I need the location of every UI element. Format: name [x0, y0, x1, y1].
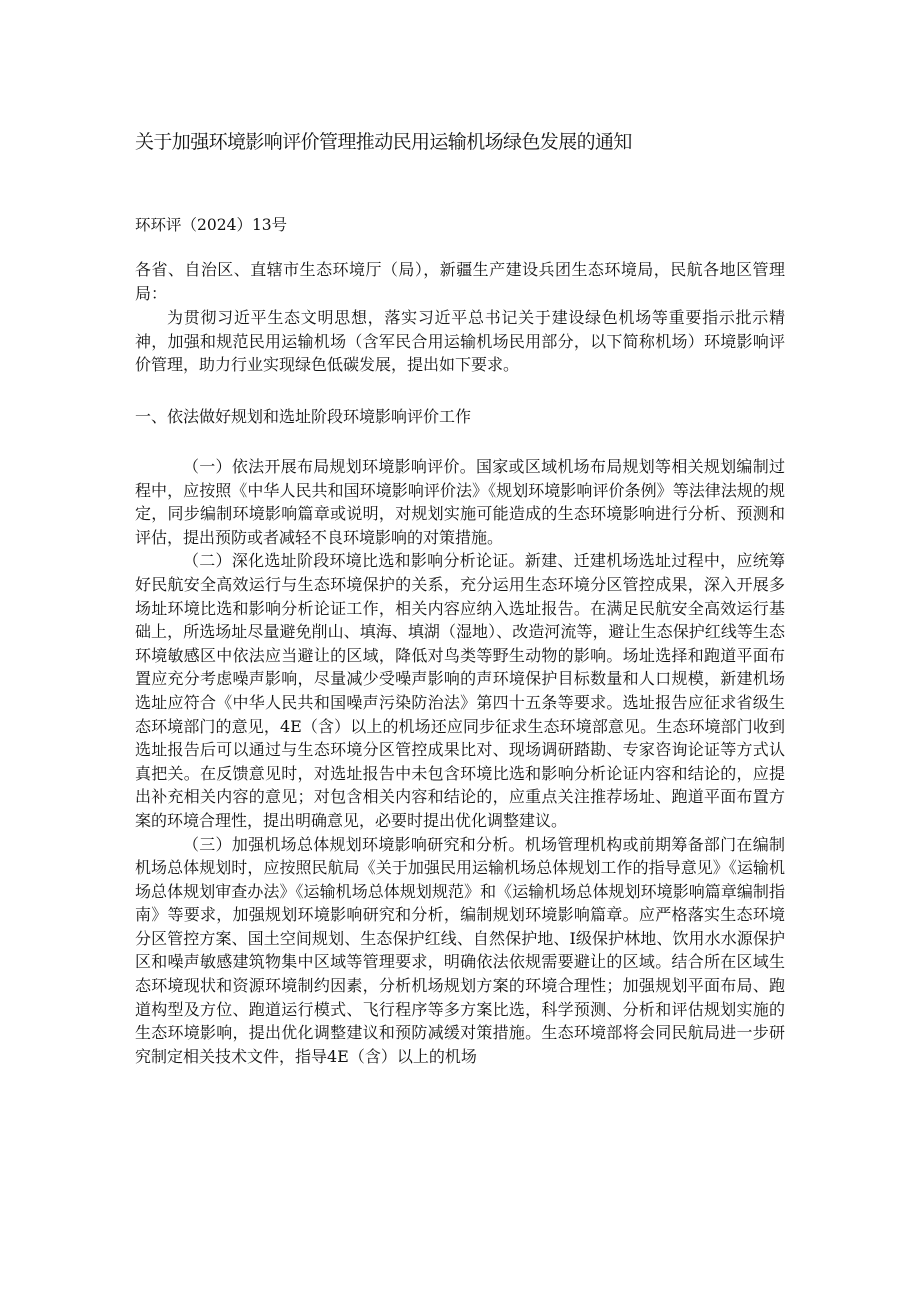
paragraph-1: （一）依法开展布局规划环境影响评价。国家或区域机场布局规划等相关规划编制过程中，应按照《中华人民共和国环境影响评价法》《规划环境影响评价条例》等法律法规的规定，同步编制环境影响篇章或说明，对规划实施可能造成的生态环境影响进行分析、预测和评估，提出预防或者减轻不良环境影响的对策措施。	[135, 457, 785, 547]
document-number: 环环评（2024）13号	[135, 216, 288, 234]
addressee: 各省、自治区、直辖市生态环境厅（局），新疆生产建设兵团生态环境局，民航各地区管理局：	[135, 260, 785, 303]
preamble-paragraph: 为贯彻习近平生态文明思想，落实习近平总书记关于建设绿色机场等重要指示批示精神，加强和规范民用运输机场（含军民合用运输机场民用部分，以下简称机场）环境影响评价管理，助力行业实现绿色低碳发展，提出如下要求。	[135, 308, 785, 375]
section-1-body	[135, 455, 785, 1068]
paragraph-2: （二）深化选址阶段环境比选和影响分析论证。新建、迁建机场选址过程中，应统筹好民航安全高效运行与生态环境保护的关系，充分运用生态环境分区管控成果，深入开展多场址环境比选和影响分析论证工作，相关内容应纳入选址报告。在满足民航安全高效运行基础上，所选场址尽量避免削山、填海、填湖（湿地）、改造河流等，避让生态保护红线等生态环境敏感区中依法应当避让的区域，降低对鸟类等野生动物的影响。场址选择和跑道平面布置应充分考虑噪声影响，尽量减少受噪声影响的声环境保护目标数量和人口规模，新建机场选址应符合《中华人民共和国噪声污染防治法》第四十五条等要求。选址报告应征求省级生态环境部门的意见，4E（含）以上的机场还应同步征求生态环境部意见。生态环境部门收到选址报告后可以通过与生态环境分区管控成果比对、现场调研踏勘、专家咨询论证等方式认真把关。在反馈意见时，对选址报告中未包含环境比选和影响分析论证内容和结论的，应提出补充相关内容的意见；对包含相关内容和结论的，应重点关注推荐场址、跑道平面布置方案的环境合理性，提出明确意见，必要时提出优化调整建议。	[135, 551, 785, 830]
section-heading-1: 一、依法做好规划和选址阶段环境影响评价工作	[135, 407, 472, 426]
document-title: 关于加强环境影响评价管理推动民用运输机场绿色发展的通知	[135, 131, 632, 153]
paragraph-3: （三）加强机场总体规划环境影响研究和分析。机场管理机构或前期筹备部门在编制机场总体规划时，应按照民航局《关于加强民用运输机场总体规划工作的指导意见》《运输机场总体规划审查办法》《运输机场总体规划规范》和《运输机场总体规划环境影响篇章编制指南》等要求，加强规划环境影响研究和分析，编制规划环境影响篇章。应严格落实生态环境分区管控方案、国土空间规划、生态保护红线、自然保护地、I级保护林地、饮用水水源保护区和噪声敏感建筑物集中区域等管理要求，明确依法依规需要避让的区域。结合所在区域生态环境现状和资源环境制约因素，分析机场规划方案的环境合理性；加强规划平面布局、跑道构型及方位、跑道运行模式、飞行程序等多方案比选，科学预测、分析和评估规划实施的生态环境影响，提出优化调整建议和预防减缓对策措施。生态环境部将会同民航局进一步研究制定相关技术文件，指导4E（含）以上的机场	[135, 834, 785, 1066]
